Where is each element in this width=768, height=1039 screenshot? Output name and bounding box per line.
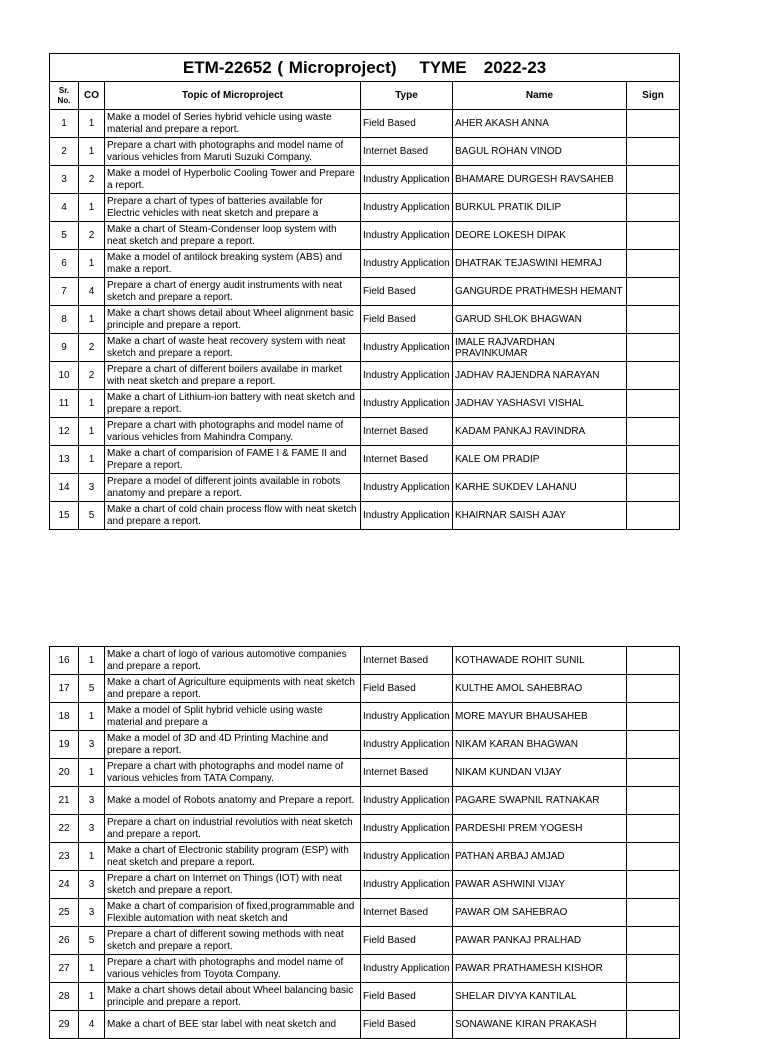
table-row <box>50 787 680 815</box>
topic-cell: Make a chart of waste heat recovery system with neat sketch and prepare a report. <box>105 334 361 362</box>
topic-cell: Make a chart of Steam-Condenser loop system with neat sketch and prepare a report. <box>105 222 361 250</box>
sr-no-cell: 11 <box>50 390 79 418</box>
name-cell: JADHAV YASHASVI VISHAL <box>453 390 627 418</box>
co-cell: 2 <box>79 222 105 250</box>
name-cell: JADHAV RAJENDRA NARAYAN <box>453 362 627 390</box>
topic-cell: Prepare a chart of types of batteries available for Electric vehicles with neat sketch and prepare a <box>105 194 361 222</box>
co-cell: 2 <box>79 362 105 390</box>
header-topic: Topic of Microproject <box>105 82 361 110</box>
co-cell: 1 <box>79 390 105 418</box>
name-cell: PATHAN ARBAJ AMJAD <box>453 843 627 871</box>
sr-no-cell: 13 <box>50 446 79 474</box>
topic-cell: Make a chart of BEE star label with neat sketch and <box>105 1011 361 1039</box>
co-cell: 1 <box>79 843 105 871</box>
sign-cell <box>627 647 680 675</box>
type-cell: Industry Application <box>361 871 453 899</box>
table-row <box>50 871 680 899</box>
name-cell: KHAIRNAR SAISH AJAY <box>453 502 627 530</box>
table-row <box>50 390 680 418</box>
co-cell: 1 <box>79 138 105 166</box>
topic-cell: Prepare a chart with photographs and model name of various vehicles from TATA Company. <box>105 759 361 787</box>
sr-no-cell: 16 <box>50 647 79 675</box>
name-cell: BAGUL ROHAN VINOD <box>453 138 627 166</box>
co-cell: 1 <box>79 194 105 222</box>
topic-cell: Prepare a chart of energy audit instruments with neat sketch and prepare a report. <box>105 278 361 306</box>
sign-cell <box>627 278 680 306</box>
table-row <box>50 110 680 138</box>
name-cell: KARHE SUKDEV LAHANU <box>453 474 627 502</box>
topic-cell: Make a chart of Lithium-ion battery with neat sketch and prepare a report. <box>105 390 361 418</box>
name-cell: NIKAM KARAN BHAGWAN <box>453 731 627 759</box>
table-row <box>50 815 680 843</box>
co-cell: 3 <box>79 731 105 759</box>
sr-no-cell: 6 <box>50 250 79 278</box>
type-cell: Internet Based <box>361 418 453 446</box>
table-row <box>50 983 680 1011</box>
sr-no-cell: 27 <box>50 955 79 983</box>
sr-no-cell: 3 <box>50 166 79 194</box>
table-row <box>50 306 680 334</box>
name-cell: KOTHAWADE ROHIT SUNIL <box>453 647 627 675</box>
sign-cell <box>627 110 680 138</box>
co-cell: 1 <box>79 446 105 474</box>
co-cell: 5 <box>79 927 105 955</box>
topic-cell: Make a chart of Agriculture equipments with neat sketch and prepare a report. <box>105 675 361 703</box>
table-row <box>50 502 680 530</box>
sr-no-cell: 28 <box>50 983 79 1011</box>
co-cell: 4 <box>79 278 105 306</box>
table-row <box>50 362 680 390</box>
name-cell: BHAMARE DURGESH RAVSAHEB <box>453 166 627 194</box>
sign-cell <box>627 927 680 955</box>
topic-cell: Prepare a chart with photographs and model name of various vehicles from Toyota Company. <box>105 955 361 983</box>
sign-cell <box>627 166 680 194</box>
page-title: ETM-22652 ( Microproject) TYME 2022-23 <box>50 54 680 82</box>
sr-no-cell: 20 <box>50 759 79 787</box>
sign-cell <box>627 138 680 166</box>
sr-no-cell: 21 <box>50 787 79 815</box>
sign-cell <box>627 194 680 222</box>
topic-cell: Make a chart of comparision of fixed,programmable and Flexible automation with neat sketch and <box>105 899 361 927</box>
table-row <box>50 703 680 731</box>
name-cell: BURKUL PRATIK DILIP <box>453 194 627 222</box>
topic-cell: Make a chart of Electronic stability program (ESP) with neat sketch and prepare a report. <box>105 843 361 871</box>
co-cell: 5 <box>79 502 105 530</box>
name-cell: KULTHE AMOL SAHEBRAO <box>453 675 627 703</box>
type-cell: Field Based <box>361 675 453 703</box>
topic-cell: Make a model of Robots anatomy and Prepare a report. <box>105 787 361 815</box>
type-cell: Industry Application <box>361 390 453 418</box>
sign-cell <box>627 871 680 899</box>
sr-no-cell: 29 <box>50 1011 79 1039</box>
name-cell: DEORE LOKESH DIPAK <box>453 222 627 250</box>
type-cell: Internet Based <box>361 647 453 675</box>
header-name: Name <box>453 82 627 110</box>
table-row <box>50 194 680 222</box>
sign-cell <box>627 474 680 502</box>
type-cell: Field Based <box>361 983 453 1011</box>
name-cell: AHER AKASH ANNA <box>453 110 627 138</box>
sr-no-cell: 7 <box>50 278 79 306</box>
name-cell: MORE MAYUR BHAUSAHEB <box>453 703 627 731</box>
name-cell: GARUD SHLOK BHAGWAN <box>453 306 627 334</box>
topic-cell: Make a chart of comparision of FAME I & FAME II and Prepare a report. <box>105 446 361 474</box>
name-cell: GANGURDE PRATHMESH HEMANT <box>453 278 627 306</box>
type-cell: Industry Application <box>361 362 453 390</box>
name-cell: PAWAR ASHWINI VIJAY <box>453 871 627 899</box>
name-cell: SHELAR DIVYA KANTILAL <box>453 983 627 1011</box>
co-cell: 1 <box>79 983 105 1011</box>
sr-no-cell: 25 <box>50 899 79 927</box>
topic-cell: Prepare a chart with photographs and model name of various vehicles from Maruti Suzuki Company. <box>105 138 361 166</box>
sign-cell <box>627 731 680 759</box>
type-cell: Field Based <box>361 306 453 334</box>
type-cell: Industry Application <box>361 474 453 502</box>
sr-no-cell: 23 <box>50 843 79 871</box>
topic-cell: Prepare a chart on Internet on Things (IOT) with neat sketch and prepare a report. <box>105 871 361 899</box>
co-cell: 3 <box>79 899 105 927</box>
sr-no-cell: 19 <box>50 731 79 759</box>
topic-cell: Make a model of 3D and 4D Printing Machine and prepare a report. <box>105 731 361 759</box>
name-cell: PARDESHI PREM YOGESH <box>453 815 627 843</box>
sr-no-cell: 14 <box>50 474 79 502</box>
co-cell: 3 <box>79 474 105 502</box>
co-cell: 1 <box>79 759 105 787</box>
table-row <box>50 418 680 446</box>
table-row <box>50 927 680 955</box>
co-cell: 2 <box>79 334 105 362</box>
sign-cell <box>627 787 680 815</box>
type-cell: Field Based <box>361 110 453 138</box>
name-cell: SONAWANE KIRAN PRAKASH <box>453 1011 627 1039</box>
table-row <box>50 222 680 250</box>
name-cell: PAWAR PRATHAMESH KISHOR <box>453 955 627 983</box>
topic-cell: Prepare a chart on industrial revolutios with neat sketch and prepare a report. <box>105 815 361 843</box>
sr-no-cell: 1 <box>50 110 79 138</box>
type-cell: Industry Application <box>361 843 453 871</box>
sr-no-cell: 2 <box>50 138 79 166</box>
sr-no-cell: 24 <box>50 871 79 899</box>
co-cell: 4 <box>79 1011 105 1039</box>
sign-cell <box>627 955 680 983</box>
table-row <box>50 675 680 703</box>
topic-cell: Prepare a chart of different sowing methods with neat sketch and prepare a report. <box>105 927 361 955</box>
topic-cell: Make a model of Split hybrid vehicle using waste material and prepare a <box>105 703 361 731</box>
co-cell: 2 <box>79 166 105 194</box>
microproject-table-1 <box>49 53 680 530</box>
type-cell: Industry Application <box>361 502 453 530</box>
sign-cell <box>627 390 680 418</box>
co-cell: 1 <box>79 306 105 334</box>
co-cell: 5 <box>79 675 105 703</box>
sign-cell <box>627 843 680 871</box>
header-co: CO <box>79 82 105 110</box>
type-cell: Industry Application <box>361 166 453 194</box>
sign-cell <box>627 250 680 278</box>
table-row <box>50 1011 680 1039</box>
table-row <box>50 843 680 871</box>
sr-no-cell: 4 <box>50 194 79 222</box>
sign-cell <box>627 899 680 927</box>
sign-cell <box>627 306 680 334</box>
sr-no-cell: 5 <box>50 222 79 250</box>
name-cell: IMALE RAJVARDHAN PRAVINKUMAR <box>453 334 627 362</box>
table-row <box>50 731 680 759</box>
sr-no-cell: 9 <box>50 334 79 362</box>
table-row <box>50 278 680 306</box>
table-row <box>50 899 680 927</box>
sign-cell <box>627 675 680 703</box>
table-row <box>50 166 680 194</box>
table-row <box>50 250 680 278</box>
sr-no-cell: 15 <box>50 502 79 530</box>
type-cell: Industry Application <box>361 787 453 815</box>
topic-cell: Make a chart of cold chain process flow with neat sketch and prepare a report. <box>105 502 361 530</box>
type-cell: Industry Application <box>361 222 453 250</box>
type-cell: Industry Application <box>361 815 453 843</box>
type-cell: Field Based <box>361 278 453 306</box>
name-cell: DHATRAK TEJASWINI HEMRAJ <box>453 250 627 278</box>
name-cell: KADAM PANKAJ RAVINDRA <box>453 418 627 446</box>
type-cell: Internet Based <box>361 446 453 474</box>
header-type: Type <box>361 82 453 110</box>
sr-no-cell: 17 <box>50 675 79 703</box>
table-row <box>50 474 680 502</box>
topic-cell: Make a chart shows detail about Wheel balancing basic principle and prepare a report. <box>105 983 361 1011</box>
type-cell: Field Based <box>361 927 453 955</box>
topic-cell: Make a model of antilock breaking system (ABS) and make a report. <box>105 250 361 278</box>
type-cell: Internet Based <box>361 138 453 166</box>
sign-cell <box>627 759 680 787</box>
topic-cell: Prepare a chart of different boilers availabe in market with neat sketch and prepare a report. <box>105 362 361 390</box>
sign-cell <box>627 334 680 362</box>
co-cell: 1 <box>79 110 105 138</box>
table-row <box>50 759 680 787</box>
sign-cell <box>627 362 680 390</box>
table-row <box>50 334 680 362</box>
sign-cell <box>627 418 680 446</box>
sign-cell <box>627 222 680 250</box>
name-cell: PAWAR PANKAJ PRALHAD <box>453 927 627 955</box>
co-cell: 1 <box>79 703 105 731</box>
sign-cell <box>627 1011 680 1039</box>
type-cell: Industry Application <box>361 703 453 731</box>
sign-cell <box>627 703 680 731</box>
header-sr-no: Sr. No. <box>50 82 79 110</box>
topic-cell: Make a chart shows detail about Wheel alignment basic principle and prepare a report. <box>105 306 361 334</box>
type-cell: Internet Based <box>361 899 453 927</box>
co-cell: 1 <box>79 418 105 446</box>
co-cell: 3 <box>79 871 105 899</box>
sr-no-cell: 26 <box>50 927 79 955</box>
sr-no-cell: 10 <box>50 362 79 390</box>
co-cell: 1 <box>79 647 105 675</box>
microproject-table-2 <box>49 646 680 1039</box>
type-cell: Industry Application <box>361 194 453 222</box>
type-cell: Industry Application <box>361 955 453 983</box>
type-cell: Industry Application <box>361 334 453 362</box>
table-row <box>50 647 680 675</box>
topic-cell: Make a model of Hyperbolic Cooling Tower and Prepare a report. <box>105 166 361 194</box>
topic-cell: Prepare a chart with photographs and model name of various vehicles from Mahindra Company. <box>105 418 361 446</box>
sign-cell <box>627 502 680 530</box>
co-cell: 1 <box>79 250 105 278</box>
table-row <box>50 446 680 474</box>
sign-cell <box>627 815 680 843</box>
header-sign: Sign <box>627 82 680 110</box>
type-cell: Field Based <box>361 1011 453 1039</box>
sr-no-cell: 18 <box>50 703 79 731</box>
type-cell: Industry Application <box>361 731 453 759</box>
type-cell: Industry Application <box>361 250 453 278</box>
topic-cell: Prepare a model of different joints available in robots anatomy and prepare a report. <box>105 474 361 502</box>
table-row <box>50 138 680 166</box>
sign-cell <box>627 446 680 474</box>
name-cell: KALE OM PRADIP <box>453 446 627 474</box>
sr-no-cell: 8 <box>50 306 79 334</box>
sr-no-cell: 22 <box>50 815 79 843</box>
co-cell: 3 <box>79 815 105 843</box>
topic-cell: Make a model of Series hybrid vehicle using waste material and prepare a report. <box>105 110 361 138</box>
name-cell: NIKAM KUNDAN VIJAY <box>453 759 627 787</box>
name-cell: PAGARE SWAPNIL RATNAKAR <box>453 787 627 815</box>
sr-no-cell: 12 <box>50 418 79 446</box>
co-cell: 3 <box>79 787 105 815</box>
table-row <box>50 955 680 983</box>
type-cell: Internet Based <box>361 759 453 787</box>
topic-cell: Make a chart of logo of various automotive companies and prepare a report. <box>105 647 361 675</box>
name-cell: PAWAR OM SAHEBRAO <box>453 899 627 927</box>
co-cell: 1 <box>79 955 105 983</box>
sign-cell <box>627 983 680 1011</box>
